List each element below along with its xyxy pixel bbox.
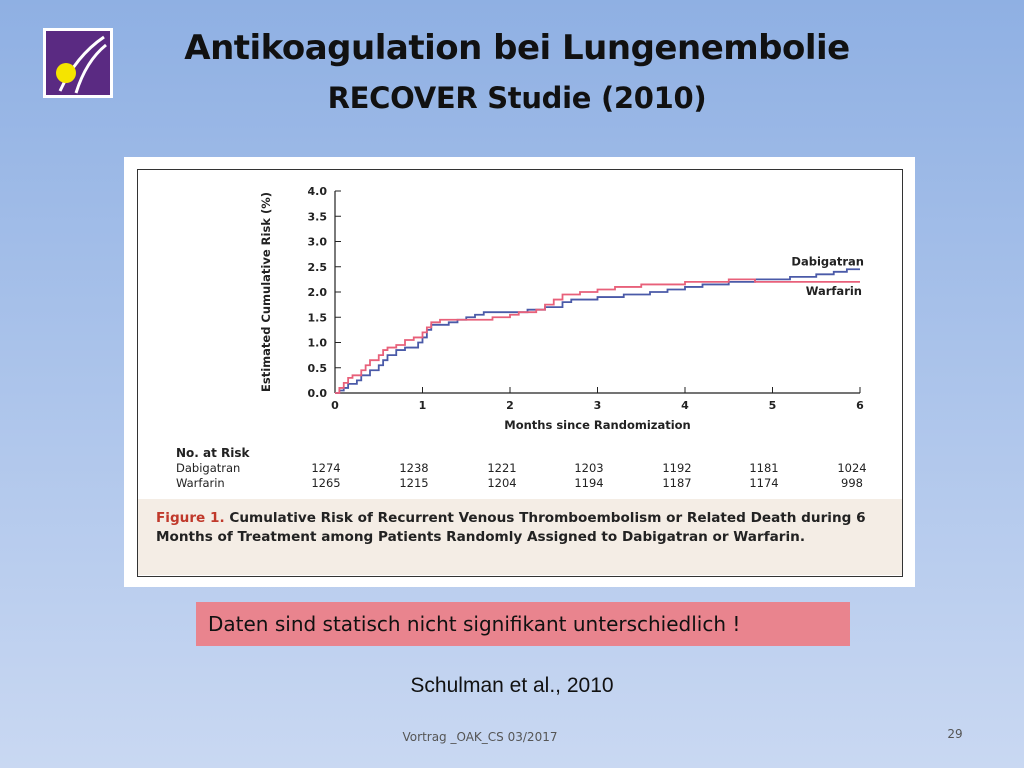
- y-tick-label: 2.0: [307, 286, 327, 299]
- figure-caption: [138, 499, 902, 575]
- y-tick-label: 3.0: [307, 235, 327, 249]
- risk-value: 1187: [662, 476, 692, 490]
- x-axis-label: Months since Randomization: [504, 418, 691, 432]
- logo-graphic: [46, 31, 110, 95]
- significance-note: Daten sind statisch nicht signifikant unterschiedlich !: [196, 602, 850, 646]
- risk-value: 1265: [311, 476, 341, 490]
- x-tick-label: 0: [331, 399, 339, 412]
- risk-value: 1174: [749, 476, 779, 490]
- y-tick-label: 2.5: [307, 260, 327, 274]
- x-tick-label: 2: [506, 399, 514, 412]
- risk-row-label: Dabigatran: [176, 461, 241, 475]
- risk-row-label: Warfarin: [176, 476, 225, 490]
- risk-value: 998: [841, 476, 863, 490]
- clinic-logo-icon: [43, 28, 113, 98]
- figure-panel: [124, 157, 915, 587]
- risk-value: 1194: [574, 476, 604, 490]
- citation: Schulman et al., 2010: [410, 674, 614, 697]
- caption-text: Cumulative Risk of Recurrent Venous Thromboembolism or Related Death during 6 Months of Treatment among Patients Randomly Assigned to Dabigatran or Warfarin.: [156, 510, 866, 545]
- series-label-warfarin: Warfarin: [805, 284, 862, 298]
- risk-value: 1221: [487, 461, 517, 475]
- risk-value: 1024: [837, 461, 867, 475]
- y-tick-label: 0.0: [307, 387, 327, 400]
- risk-value: 1203: [574, 461, 604, 475]
- logo-mark: [46, 31, 110, 95]
- slide-footer: Vortrag _OAK_CS 03/2017: [402, 730, 558, 744]
- x-tick-label: 6: [856, 399, 864, 412]
- y-tick-label: 4.0: [307, 185, 327, 198]
- risk-value: 1238: [399, 461, 429, 475]
- slide-title: Antikoagulation bei Lungenembolie: [184, 28, 850, 68]
- caption-label: Figure 1.: [156, 510, 225, 526]
- risk-value: 1181: [749, 461, 779, 475]
- y-tick-label: 3.5: [307, 210, 327, 224]
- risk-value: 1215: [399, 476, 429, 490]
- risk-value: 1274: [311, 461, 341, 475]
- series-line-dabigatran: [335, 269, 860, 393]
- x-tick-label: 5: [768, 399, 777, 412]
- y-axis-label: Estimated Cumulative Risk (%): [259, 192, 273, 392]
- risk-table-header: No. at Risk: [176, 446, 250, 460]
- series-label-dabigatran: Dabigatran: [791, 254, 864, 269]
- x-tick-label: 3: [593, 399, 602, 412]
- risk-value: 1204: [487, 476, 517, 490]
- slide-subtitle: RECOVER Studie (2010): [327, 81, 707, 115]
- y-tick-label: 1.0: [307, 336, 327, 350]
- y-tick-label: 1.5: [307, 311, 327, 325]
- y-tick-label: 0.5: [307, 361, 327, 375]
- x-tick-label: 1: [418, 399, 427, 412]
- x-tick-label: 4: [681, 399, 689, 412]
- risk-value: 1192: [662, 461, 692, 475]
- page-number: 29: [947, 727, 963, 741]
